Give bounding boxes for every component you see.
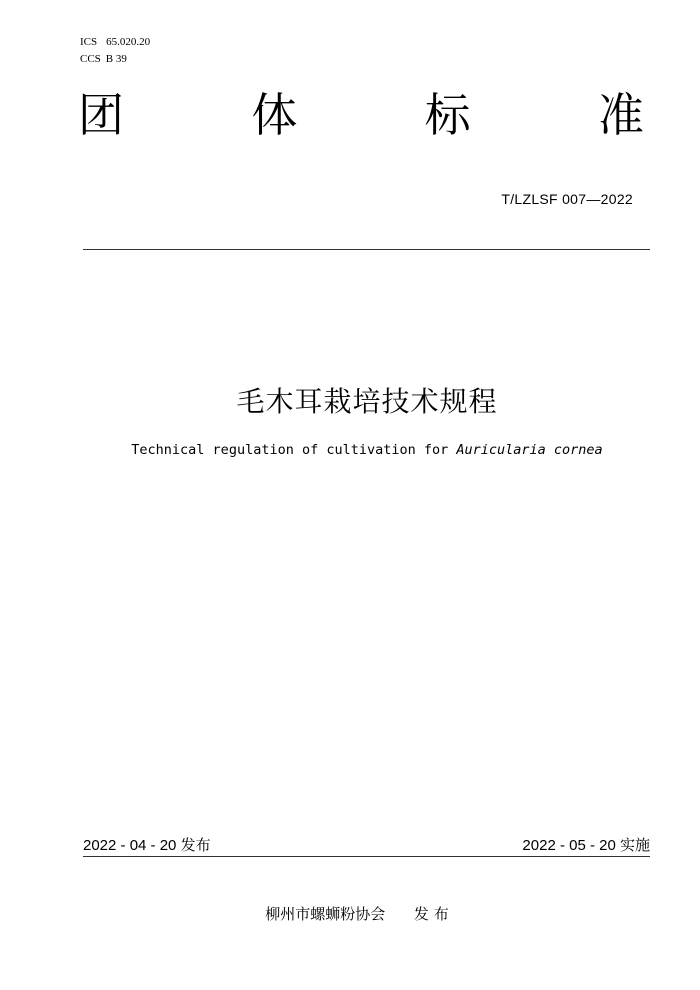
title-english-species: Auricularia cornea	[456, 442, 603, 458]
publisher-line	[0, 903, 700, 924]
ics-label: ICS	[80, 36, 98, 48]
ics-row	[80, 34, 150, 51]
doc-type-char-1: 团	[78, 88, 124, 142]
publisher-action: 发 布	[413, 905, 449, 923]
doc-type-char-3: 标	[424, 88, 471, 142]
bottom-divider	[83, 856, 650, 857]
standard-number: T/LZLSF 007—2022	[501, 191, 633, 207]
ccs-row	[80, 51, 150, 68]
doc-type-char-4: 准	[597, 88, 644, 142]
doc-type-char-2: 体	[251, 88, 298, 142]
title-english-prefix: Technical regulation of cultivation for	[131, 442, 457, 458]
document-type-heading	[78, 80, 644, 150]
ccs-label: CCS	[80, 53, 101, 65]
top-divider	[83, 249, 650, 250]
title-english	[0, 442, 700, 458]
publisher-organization: 柳州市螺蛳粉协会	[265, 905, 386, 923]
implementation-date: 2022 - 05 - 20 实施	[522, 837, 650, 854]
issue-date: 2022 - 04 - 20 发布	[83, 837, 211, 854]
ccs-code: B 39	[105, 53, 127, 65]
ics-code: 65.020.20	[106, 36, 151, 48]
title-chinese: 毛木耳栽培技术规程	[236, 385, 498, 418]
classification-codes	[80, 34, 150, 68]
